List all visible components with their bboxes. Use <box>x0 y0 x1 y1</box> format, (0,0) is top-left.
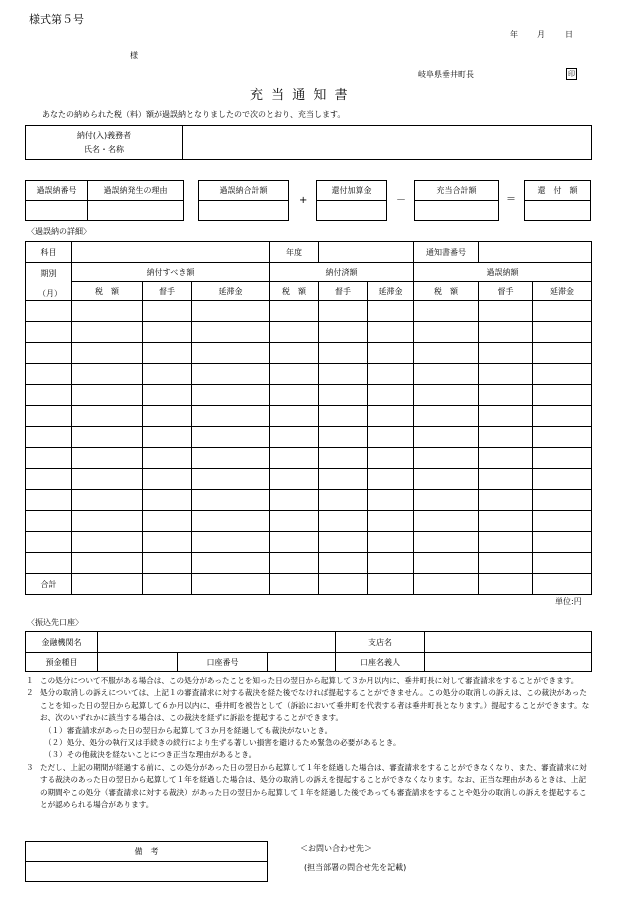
page-title: 充 当 通 知 書 <box>250 88 350 103</box>
table-cell <box>270 385 319 406</box>
account-section-label: 〈振込先口座〉 <box>27 618 83 627</box>
table-cell <box>72 301 143 322</box>
table-cell <box>270 532 319 553</box>
table-cell <box>479 322 533 343</box>
due-late-header: 延滞金 <box>192 282 270 301</box>
table-cell <box>143 301 192 322</box>
table-cell <box>319 322 368 343</box>
taxpayer-label-line2: 氏名・名称 <box>84 144 124 154</box>
table-cell <box>319 490 368 511</box>
total-cell <box>533 574 592 595</box>
applied-total-value <box>415 201 499 221</box>
note-1-number: １ <box>26 676 34 685</box>
table-cell <box>270 406 319 427</box>
table-cell <box>319 532 368 553</box>
table-cell <box>26 490 72 511</box>
detail-body <box>26 301 592 574</box>
table-cell <box>414 448 479 469</box>
total-cell <box>414 574 479 595</box>
item-label: 科目 <box>26 242 72 263</box>
table-cell <box>192 490 270 511</box>
table-cell <box>143 469 192 490</box>
table-row <box>26 511 592 532</box>
reason-label: 過誤納発生の理由 <box>88 181 184 201</box>
overpayment-no-reason-table <box>25 180 184 221</box>
table-cell <box>479 343 533 364</box>
table-cell <box>368 448 414 469</box>
note-3-number: ３ <box>26 762 34 772</box>
table-cell <box>414 364 479 385</box>
table-cell <box>533 301 592 322</box>
date-year: 年 <box>510 30 518 39</box>
table-cell <box>533 511 592 532</box>
table-cell <box>26 448 72 469</box>
table-cell <box>270 490 319 511</box>
total-cell <box>270 574 319 595</box>
table-cell <box>319 553 368 574</box>
due-dun-header: 督手 <box>143 282 192 301</box>
deposit-type-value <box>98 653 178 672</box>
table-cell <box>192 553 270 574</box>
table-row <box>26 406 592 427</box>
taxpayer-label <box>26 126 183 160</box>
paid-tax-header: 税 額 <box>270 282 319 301</box>
period-label: 期別 <box>26 263 72 301</box>
table-cell <box>414 553 479 574</box>
table-cell <box>192 448 270 469</box>
table-cell <box>414 532 479 553</box>
refund-amount-value <box>525 201 591 221</box>
table-cell <box>319 301 368 322</box>
taxpayer-value <box>183 126 592 160</box>
fiscal-year-label: 年度 <box>270 242 319 263</box>
table-row <box>26 322 592 343</box>
over-group-header: 過誤納額 <box>414 263 592 282</box>
table-cell <box>26 406 72 427</box>
table-row <box>26 343 592 364</box>
table-cell <box>414 385 479 406</box>
due-tax-header: 税 額 <box>72 282 143 301</box>
table-cell <box>192 322 270 343</box>
table-cell <box>143 343 192 364</box>
table-row <box>26 553 592 574</box>
table-row <box>26 490 592 511</box>
table-cell <box>270 511 319 532</box>
table-cell <box>479 427 533 448</box>
month-label: （月） <box>38 289 62 298</box>
table-cell <box>368 406 414 427</box>
overpayment-no-value <box>26 201 88 221</box>
refund-amount-label: 還 付 額 <box>525 181 591 201</box>
account-holder-value <box>425 653 592 672</box>
table-cell <box>368 427 414 448</box>
table-cell <box>143 385 192 406</box>
table-cell <box>270 427 319 448</box>
table-row <box>26 385 592 406</box>
table-cell <box>533 553 592 574</box>
note-1 <box>26 675 591 687</box>
total-cell <box>319 574 368 595</box>
table-cell <box>533 490 592 511</box>
table-cell <box>192 406 270 427</box>
table-cell <box>368 469 414 490</box>
contact-label: ＜お問い合わせ先＞ <box>300 844 372 853</box>
table-cell <box>414 511 479 532</box>
total-cell <box>143 574 192 595</box>
account-number-value <box>268 653 336 672</box>
taxpayer-table <box>25 125 592 160</box>
table-cell <box>270 322 319 343</box>
date-month: 月 <box>537 30 545 39</box>
bank-label: 金融機関名 <box>26 632 98 653</box>
table-cell <box>414 343 479 364</box>
table-cell <box>143 532 192 553</box>
table-cell <box>143 322 192 343</box>
table-row <box>26 532 592 553</box>
table-cell <box>72 343 143 364</box>
table-cell <box>533 322 592 343</box>
table-cell <box>72 553 143 574</box>
table-cell <box>192 301 270 322</box>
table-cell <box>72 490 143 511</box>
total-cell <box>72 574 143 595</box>
table-cell <box>72 322 143 343</box>
applied-total-table <box>414 180 499 221</box>
table-cell <box>368 553 414 574</box>
total-label: 合計 <box>26 574 72 595</box>
table-cell <box>72 532 143 553</box>
table-cell <box>414 469 479 490</box>
seal-mark: 印 <box>566 68 577 80</box>
table-cell <box>479 490 533 511</box>
item-value <box>72 242 270 263</box>
table-cell <box>368 322 414 343</box>
table-cell <box>72 448 143 469</box>
minus-sign: － <box>396 195 406 206</box>
table-cell <box>479 406 533 427</box>
table-row <box>26 448 592 469</box>
table-cell <box>319 343 368 364</box>
addressee-suffix: 様 <box>130 51 138 60</box>
table-cell <box>72 406 143 427</box>
note-2-item-1: （１）審査請求があった日の翌日から起算して３か月を経過しても裁決がないとき。 <box>44 725 333 735</box>
table-cell <box>368 511 414 532</box>
note-3 <box>26 762 591 812</box>
detail-table <box>25 241 592 595</box>
table-row <box>26 469 592 490</box>
table-cell <box>26 364 72 385</box>
note-3-text: ただし、上記の期間が経過する前に、この処分があった日の翌日から起算して１年を経過した場合は、審査請求をすることができなくなり、また、審査請求に対する裁決のあった日の翌日から起算して１年を経過した場合は、処分の取消しの訴えを提起することができなくなります。なお、正当な理由があるときは、上記の期間やこの処分（審査請求に対する裁決）があった日の翌日から起算して１年を経過した後であっても審査請求をすることや処分の取消しの訴えを提起することが認められる場合があります。 <box>40 762 587 810</box>
total-cell <box>479 574 533 595</box>
table-cell <box>319 469 368 490</box>
table-cell <box>72 385 143 406</box>
table-cell <box>143 553 192 574</box>
bank-value <box>98 632 336 653</box>
account-holder-label: 口座名義人 <box>336 653 425 672</box>
account-table <box>25 631 592 672</box>
table-cell <box>143 448 192 469</box>
issuer-name: 岐阜県垂井町長 <box>418 70 474 79</box>
table-cell <box>26 553 72 574</box>
table-cell <box>270 448 319 469</box>
table-cell <box>72 364 143 385</box>
table-cell <box>533 385 592 406</box>
paid-dun-header: 督手 <box>319 282 368 301</box>
over-tax-header: 税 額 <box>414 282 479 301</box>
table-cell <box>270 553 319 574</box>
detail-section-label: 〈過誤納の詳細〉 <box>27 227 91 236</box>
remarks-table <box>25 841 268 882</box>
form-number: 様式第５号 <box>29 13 84 26</box>
overpayment-total-value <box>199 201 289 221</box>
contact-note: (担当部署の問合せ先を記載) <box>304 863 407 872</box>
unit-label: 単位:円 <box>555 597 582 606</box>
table-cell <box>192 385 270 406</box>
table-cell <box>26 343 72 364</box>
table-cell <box>533 448 592 469</box>
table-cell <box>192 469 270 490</box>
table-cell <box>414 406 479 427</box>
overpayment-total-table <box>198 180 289 221</box>
note-2-text: 処分の取消しの訴えについては、上記１の審査請求に対する裁決を経た後でなければ提起することができません。この処分の取消しの訴えは、この裁決があったことを知った日の翌日から起算して６か月以内に、垂井町を被告として（訴訟において垂井町を代表する者は垂井町長となります。）提起することができます。なお、次のいずれかに該当する場合は、この裁決を経ずに訴訟を提起することができます。 <box>40 688 590 723</box>
table-cell <box>26 385 72 406</box>
table-cell <box>479 364 533 385</box>
table-cell <box>368 490 414 511</box>
paid-late-header: 延滞金 <box>368 282 414 301</box>
table-cell <box>192 511 270 532</box>
table-cell <box>533 469 592 490</box>
refund-amount-table <box>524 180 591 221</box>
table-cell <box>368 343 414 364</box>
table-cell <box>192 343 270 364</box>
total-cell <box>192 574 270 595</box>
table-cell <box>270 301 319 322</box>
applied-total-label: 充当合計額 <box>415 181 499 201</box>
deposit-type-label: 預金種目 <box>26 653 98 672</box>
table-cell <box>414 322 479 343</box>
table-cell <box>26 427 72 448</box>
plus-sign: + <box>299 195 308 206</box>
intro-text: あなたの納められた税（料）額が過誤納となりましたので次のとおり、充当します。 <box>42 110 346 119</box>
table-cell <box>270 343 319 364</box>
table-cell <box>479 301 533 322</box>
table-cell <box>319 406 368 427</box>
table-cell <box>414 301 479 322</box>
table-cell <box>368 364 414 385</box>
due-group-header: 納付すべき額 <box>72 263 270 282</box>
table-cell <box>26 511 72 532</box>
branch-label: 支店名 <box>336 632 425 653</box>
table-row <box>26 364 592 385</box>
table-cell <box>414 490 479 511</box>
overpayment-no-label: 過誤納番号 <box>26 181 88 201</box>
table-cell <box>143 406 192 427</box>
table-cell <box>26 469 72 490</box>
table-cell <box>26 301 72 322</box>
table-cell <box>72 427 143 448</box>
over-late-header: 延滞金 <box>533 282 592 301</box>
remarks-label: 備 考 <box>26 842 268 862</box>
table-cell <box>319 448 368 469</box>
refund-interest-label: 還付加算金 <box>317 181 387 201</box>
table-cell <box>270 469 319 490</box>
reason-value <box>88 201 184 221</box>
refund-interest-table <box>316 180 387 221</box>
note-2-item-3: （３）その他裁決を経ないことにつき正当な理由があるとき。 <box>44 750 257 760</box>
note-2-number: ２ <box>26 688 34 698</box>
table-cell <box>368 532 414 553</box>
note-1-text: この処分について不服がある場合は、この処分があったことを知った日の翌日から起算して３か月以内に、垂井町長に対して審査請求をすることができます。 <box>40 676 579 685</box>
table-cell <box>143 364 192 385</box>
table-row <box>26 301 592 322</box>
table-cell <box>143 490 192 511</box>
table-cell <box>192 364 270 385</box>
remarks-value <box>26 862 268 882</box>
table-cell <box>533 427 592 448</box>
table-cell <box>368 385 414 406</box>
table-cell <box>533 406 592 427</box>
table-cell <box>143 427 192 448</box>
taxpayer-label-line1: 納付(入)義務者 <box>76 130 132 140</box>
over-dun-header: 督手 <box>479 282 533 301</box>
date-day: 日 <box>565 30 573 39</box>
overpayment-total-label: 過誤納合計額 <box>199 181 289 201</box>
table-cell <box>533 532 592 553</box>
table-cell <box>192 532 270 553</box>
table-cell <box>479 469 533 490</box>
table-cell <box>270 364 319 385</box>
table-cell <box>479 553 533 574</box>
note-2 <box>26 687 591 724</box>
table-cell <box>368 301 414 322</box>
note-2-item-2: （２）処分、処分の執行又は手続きの続行により生ずる著しい損害を避けるため緊急の必要があるとき。 <box>44 738 401 748</box>
table-cell <box>319 427 368 448</box>
table-cell <box>26 322 72 343</box>
table-cell <box>479 511 533 532</box>
appeal-notes <box>26 675 591 811</box>
table-cell <box>533 343 592 364</box>
account-number-label: 口座番号 <box>178 653 268 672</box>
table-cell <box>479 385 533 406</box>
table-cell <box>479 448 533 469</box>
equals-sign: ＝ <box>506 194 516 205</box>
total-cell <box>368 574 414 595</box>
table-cell <box>26 532 72 553</box>
table-cell <box>479 532 533 553</box>
table-cell <box>192 427 270 448</box>
table-row <box>26 427 592 448</box>
notice-no-label: 通知書番号 <box>414 242 479 263</box>
table-cell <box>319 511 368 532</box>
fiscal-year-value <box>319 242 414 263</box>
table-cell <box>319 364 368 385</box>
table-cell <box>533 364 592 385</box>
paid-group-header: 納付済額 <box>270 263 414 282</box>
refund-interest-value <box>317 201 387 221</box>
table-cell <box>143 511 192 532</box>
notice-no-value <box>479 242 592 263</box>
table-cell <box>72 469 143 490</box>
table-cell <box>414 427 479 448</box>
branch-value <box>425 632 592 653</box>
table-cell <box>319 385 368 406</box>
table-cell <box>72 511 143 532</box>
